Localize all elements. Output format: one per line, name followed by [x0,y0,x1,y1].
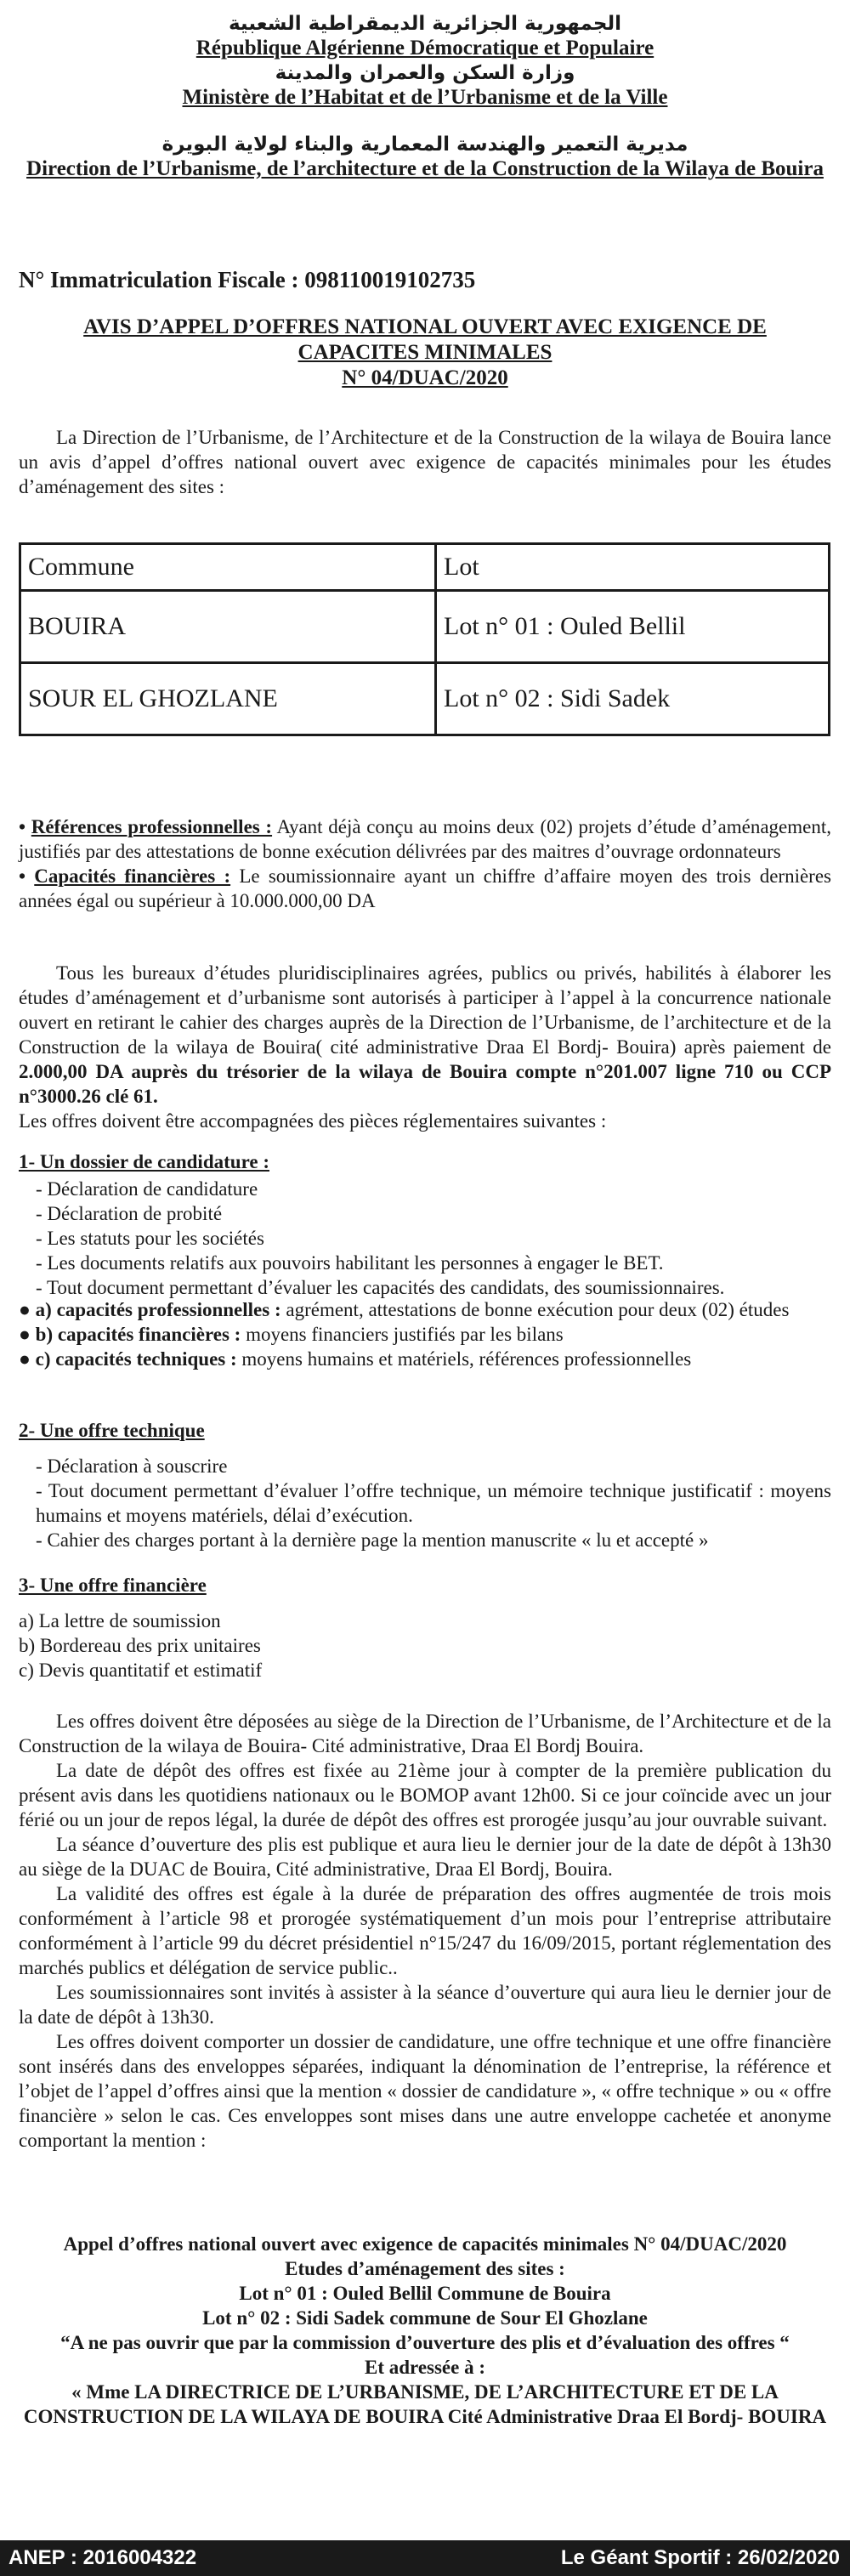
bullet-icon: • [19,816,31,837]
list-item: ● b) capacités financières : moyens financiers justifiés par les bilans [19,1324,564,1345]
list-item: - Les documents relatifs aux pouvoirs habilitant les personnes à engager le BET. [36,1252,664,1274]
submission-paragraph: La séance d’ouverture des plis est publique et aura lieu le dernier jour de la date de dépôt à 13h30 au siège de la DUAC de Bouira, Cité administrative, Draa El Bordj, Bouira. [19,1834,831,1880]
list-item: - Déclaration de candidature [36,1178,258,1200]
anep-reference: ANEP : 2016004322 [8,2546,197,2569]
ref-label: Références professionnelles : [31,816,273,837]
closing-line: « Mme LA DIRECTRICE DE L’URBANISME, DE L’ARCHITECTURE ET DE LA CONSTRUCTION DE LA WILAYA DE BOUIRA Cité Administrative Draa El Bordj- BOUIRA [23,2381,827,2427]
required-documents-intro: Les offres doivent être accompagnées des pièces réglementaires suivantes : [19,1110,607,1132]
intro-paragraph: La Direction de l’Urbanisme, de l’Architecture et de la Construction de la wilaya de Bouira lance un avis d’appel d’offres national ouvert avec exigence de capacités minimales pour les études d’aménagement des sites : [19,427,831,497]
ref-text: Ayant déjà conçu au moins deux (02) projets d’étude d’aménagement, justifiés par des attestations de bonne exécution délivrées par des maitres d’ouvrage ordonnateurs [19,816,831,862]
lots-table [19,542,830,736]
bullet-icon: ● [19,1324,36,1345]
section2-title: 2- Une offre technique [19,1420,205,1441]
closing-line: Appel d’offres national ouvert avec exigence de capacités minimales N° 04/DUAC/2020 [63,2233,787,2255]
lot-cell: Lot n° 02 : Sidi Sadek [436,663,830,735]
closing-line: Lot n° 01 : Ouled Bellil Commune de Bouira [239,2283,611,2304]
closing-line: Et adressée à : [364,2357,486,2378]
list-item: a) La lettre de soumission [19,1610,221,1631]
commune-cell: BOUIRA [20,591,436,663]
submission-conditions [19,1709,831,2153]
envelope-mention [19,2232,831,2429]
table-row [20,591,830,663]
general-conditions [19,961,831,1133]
fin-label: Capacités financières : [34,865,231,887]
footer-bar [0,2540,850,2576]
payment-details: 2.000,00 DA auprès du trésorier de la wilaya de Bouira compte n°201.007 ligne 710 ou CCP n°3000.26 clé 61. [19,1061,831,1107]
bullet-icon: • [19,865,35,887]
submission-paragraph: Les soumissionnaires sont invités à assister à la séance d’ouverture qui aura lieu le dernier jour de la date de dépôt à 13h30. [19,1982,831,2028]
list-item: b) Bordereau des prix unitaires [19,1635,261,1656]
arabic-republic-title: الجمهورية الجزائرية الديمقراطية الشعبية [228,13,622,35]
closing-line: Etudes d’aménagement des sites : [285,2258,565,2279]
bullet-icon: ● [19,1299,36,1320]
closing-line: Lot n° 02 : Sidi Sadek commune de Sour El Ghozlane [202,2307,648,2329]
notice-title [34,315,816,391]
capacities-list [19,1297,831,1371]
list-item: ● c) capacités techniques : moyens humains et matériels, références professionnelles [19,1348,692,1370]
notice-number: N° 04/DUAC/2020 [342,366,508,389]
table-header-row [20,544,830,591]
document-header [17,12,833,182]
list-item: - Tout document permettant d’évaluer les capacités des candidats, des soumissionnaires. [36,1277,725,1298]
list-item: - Cahier des charges portant à la dernière page la mention manuscrite « lu et accepté » [36,1529,709,1551]
fiscal-number: N° Immatriculation Fiscale : 098110019102735 [19,267,476,292]
arabic-direction-title: مديرية التعمير والهندسة المعمارية والبناء لولاية البويرة [162,133,688,156]
table-row [20,663,830,735]
closing-line: “A ne pas ouvrir que par la commission d’ouverture des plis et d’évaluation des offres “ [60,2332,790,2353]
section2-list [36,1454,831,1552]
list-item: ● a) capacités professionnelles : agrément, attestations de bonne exécution pour deux (02) études [19,1299,790,1320]
professional-references [19,814,831,864]
list-item: - Tout document permettant d’évaluer l’offre technique, un mémoire technique justificatif : moyens humains et moyens matériels, délai d’exécution. [36,1480,831,1526]
submission-paragraph: La validité des offres est égale à la durée de préparation des offres augmentée de trois mois conformément à l’article 98 et prorogée systématiquement d’un mois pour l’entreprise attributaire conformément à l’article 99 du décret présidentiel n°15/247 du 16/09/2015, portant réglementation des marchés publics et délégation de service public.. [19,1883,831,1978]
financial-capacities [19,864,831,913]
notice-title-line2: CAPACITES MINIMALES [298,341,552,364]
arabic-ministry-title: وزارة السكن والعمران والمدينة [275,62,575,84]
header-commune: Commune [20,544,436,591]
list-item: - Déclaration de probité [36,1203,223,1224]
header-lot: Lot [436,544,830,591]
section1-title: 1- Un dossier de candidature : [19,1151,269,1172]
commune-cell: SOUR EL GHOZLANE [20,663,436,735]
list-item: - Déclaration à souscrire [36,1455,228,1477]
section1-list [36,1177,831,1300]
list-item: - Les statuts pour les sociétés [36,1228,264,1249]
bullet-icon: ● [19,1348,36,1370]
general-text: Tous les bureaux d’études pluridisciplinaires agrées, publics ou privés, habilités à élaborer les études d’aménagement et d’urbanisme sont autorisés à participer à l’appel à la concurrence nationale ouvert en retirant le cahier des charges auprès de la Direction de l’Urbanisme, de l’architecture et de la Construction de la wilaya de Bouira( cité administrative Draa El Bordj- Bouira) après paiement de [19,962,831,1058]
section3-list [19,1609,831,1682]
direction-title: Direction de l’Urbanisme, de l’architecture et de la Construction de la Wilaya de Bouira [26,157,824,180]
submission-paragraph: Les offres doivent comporter un dossier de candidature, une offre technique et une offre financière sont insérés dans des enveloppes séparées, indiquant la dénomination de l’entreprise, la référence et l’objet de l’appel d’offres ainsi que la mention « dossier de candidature », « offre technique » ou « offre financière » selon le cas. Ces enveloppes sont mises dans une autre enveloppe cachetée et anonyme comportant la mention : [19,2031,831,2151]
republic-title: République Algérienne Démocratique et Populaire [196,37,654,60]
lot-cell: Lot n° 01 : Ouled Bellil [436,591,830,663]
ministry-title: Ministère de l’Habitat et de l’Urbanisme et de la Ville [182,86,668,109]
list-item: c) Devis quantitatif et estimatif [19,1660,263,1681]
submission-paragraph: Les offres doivent être déposées au siège de la Direction de l’Urbanisme, de l’Architecture et de la Construction de la wilaya de Bouira- Cité administrative, Draa El Bordj Bouira. [19,1711,831,1756]
notice-title-line1: AVIS D’APPEL D’OFFRES NATIONAL OUVERT AVEC EXIGENCE DE [83,315,767,338]
fin-text: Le soumissionnaire ayant un chiffre d’affaire moyen des trois dernières années égal ou supérieur à 10.000.000,00 DA [19,865,831,911]
section3-title: 3- Une offre financière [19,1575,207,1596]
requirements-block [19,814,831,913]
publication-reference: Le Géant Sportif : 26/02/2020 [560,2546,840,2569]
submission-paragraph: La date de dépôt des offres est fixée au 21ème jour à compter de la première publication du présent avis dans les quotidiens nationaux ou le BOMOP avant 12h00. Si ce jour coïncide avec un jour férié ou un jour de repos légal, la durée de dépôt des offres est prorogée jusqu’au jour ouvrable suivant. [19,1760,831,1830]
